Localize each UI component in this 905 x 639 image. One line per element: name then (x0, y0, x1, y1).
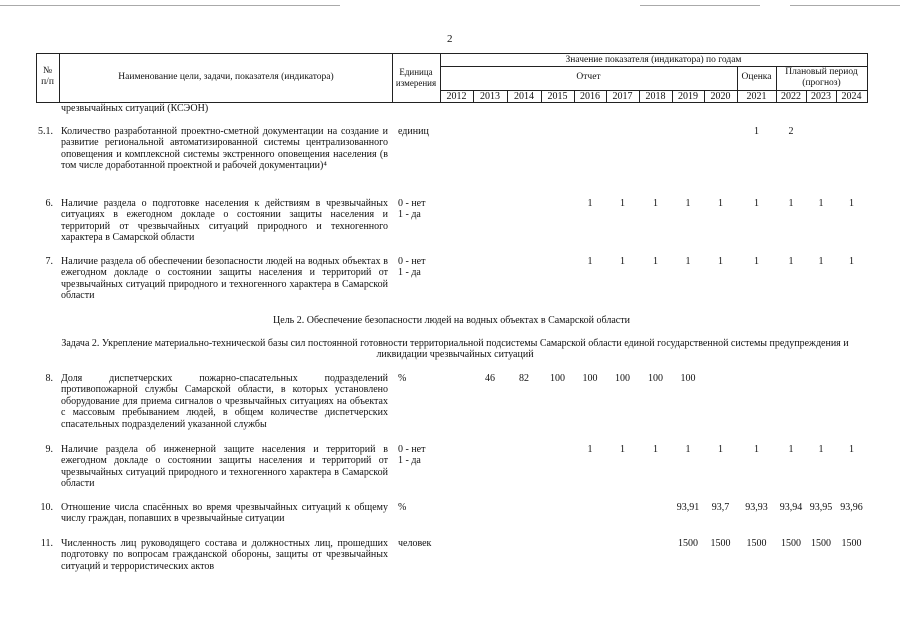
row-value-cell: 1500 (746, 538, 767, 549)
row-value-cell: 93,95 (809, 502, 833, 513)
header-year: 2023 (811, 91, 831, 102)
header-values-title: Значение показателя (индикатора) по годам (565, 55, 742, 65)
carryover-text: чрезвычайных ситуаций (КСЭОН) (61, 103, 209, 114)
row-number: 11. (40, 538, 53, 549)
row-indicator-text: Отношение числа спасённых во время чрезвычайных ситуаций к общему числу граждан, попавших в чрезвычайные ситуации (61, 502, 388, 525)
row-value-cell: 1 (620, 444, 625, 455)
header-estimate: Оценка (741, 72, 772, 82)
header-year: 2021 (746, 91, 767, 102)
row-value-cell: 93,7 (711, 502, 730, 513)
row-value-cell: 1 (620, 198, 625, 209)
row-value-cell: 1 (653, 198, 658, 209)
page-number: 2 (447, 33, 453, 45)
row-indicator-text: Доля диспетчерских пожарно-спасательных подразделений противопожарной службы Самарской области, в которых установлено оборудование для приема сигналов о чрезвычайных ситуациях на объектах с массовым пребыванием людей, в общем количестве диспетчерских спасательных подразделений указанной службы (61, 373, 388, 430)
row-number: 8. (45, 373, 53, 384)
row-indicator-text: Наличие раздела о подготовке населения к действиям в чрезвычайных ситуациях в ежегодном докладе о состоянии защиты населения и территорий от чрезвычайных ситуаций природного и техногенного характера в Самарской области (61, 198, 388, 244)
row-value-cell: 1 (818, 256, 824, 267)
header-year: 2014 (514, 91, 534, 102)
row-unit: единиц (398, 126, 429, 137)
row-value-cell: 1 (754, 256, 759, 267)
row-value-cell: 93,96 (840, 502, 863, 513)
header-year: 2024 (841, 91, 862, 102)
row-value-cell: 1 (849, 444, 854, 455)
task-heading: Задача 2. Укрепление материально-технической базы сил постоянной готовности территориальной подсистемы Самарской области единой государственной системы предупреждения и ликвидации чрезвычайных ситуаций (61, 338, 849, 361)
row-unit: человек (398, 538, 432, 549)
header-report: Отчет (576, 72, 601, 82)
row-value-cell: 1 (754, 198, 759, 209)
row-value-cell: 1 (718, 198, 723, 209)
row-value-cell: 1500 (710, 538, 731, 549)
row-number: 9. (45, 444, 53, 455)
row-value-cell: 1 (849, 256, 854, 267)
row-value-cell: 93,91 (676, 502, 700, 513)
header-plan: Плановый период (прогноз) (785, 67, 858, 88)
row-value-cell: 1 (718, 444, 723, 455)
row-indicator-text: Количество разработанной проектно-сметной документации на создание и развитие региональной автоматизированной системы централизованного оповещения и комплексной системы экстренного оповещения населения (в том числе доработанной проектной и рабочей документации)⁴ (61, 126, 388, 172)
row-value-cell: 2 (788, 126, 794, 137)
row-value-cell: 1 (653, 444, 658, 455)
row-number: 5.1. (38, 126, 53, 137)
row-value-cell: 1 (788, 444, 794, 455)
header-year: 2015 (547, 91, 568, 102)
scan-artifact (0, 5, 340, 6)
row-value-cell: 1 (587, 256, 593, 267)
row-value-cell: 100 (680, 373, 696, 384)
header-year: 2016 (580, 91, 600, 102)
row-value-cell: 1 (620, 256, 625, 267)
header-unit: Единица измерения (395, 67, 437, 88)
row-unit: 0 - нет 1 - да (398, 444, 426, 467)
row-value-cell: 1 (788, 198, 794, 209)
row-unit: % (398, 373, 407, 384)
header-year: 2020 (710, 91, 731, 102)
row-value-cell: 1500 (781, 538, 801, 549)
row-value-cell: 1 (587, 444, 593, 455)
row-value-cell: 1500 (811, 538, 831, 549)
row-value-cell: 82 (519, 373, 529, 384)
header-name: Наименование цели, задачи, показателя (индикатора) (118, 72, 334, 82)
row-indicator-text: Наличие раздела об инженерной защите населения и территорий в ежегодном докладе о состоянии защиты населения и территорий от чрезвычайных ситуаций природного и техногенного характера в Самарской области (61, 444, 388, 490)
row-number: 7. (45, 256, 53, 267)
header-num: № п/п (41, 66, 54, 87)
row-value-cell: 1 (754, 444, 759, 455)
row-value-cell: 1 (754, 126, 759, 137)
row-value-cell: 1 (685, 198, 691, 209)
row-value-cell: 100 (648, 373, 663, 384)
row-value-cell: 1 (653, 256, 658, 267)
row-value-cell: 100 (615, 373, 630, 384)
header-year: 2017 (612, 91, 633, 102)
row-value-cell: 1 (718, 256, 723, 267)
scan-artifact (640, 5, 760, 6)
row-value-cell: 93,93 (745, 502, 768, 513)
row-unit: 0 - нет 1 - да (398, 198, 426, 221)
row-number: 6. (45, 198, 53, 209)
row-value-cell: 1 (849, 198, 854, 209)
row-value-cell: 1 (788, 256, 794, 267)
row-value-cell: 1 (685, 256, 691, 267)
row-unit: 0 - нет 1 - да (398, 256, 426, 279)
row-value-cell: 100 (582, 373, 598, 384)
row-value-cell: 46 (485, 373, 495, 384)
row-value-cell: 1 (818, 444, 824, 455)
row-value-cell: 93,94 (779, 502, 803, 513)
row-unit: % (398, 502, 407, 513)
header-year: 2019 (678, 91, 698, 102)
row-value-cell: 100 (550, 373, 565, 384)
goal-heading: Цель 2. Обеспечение безопасности людей на водных объектах в Самарской области (273, 315, 630, 326)
header-year: 2013 (480, 91, 500, 102)
row-value-cell: 1500 (841, 538, 862, 549)
row-value-cell: 1 (818, 198, 824, 209)
header-year: 2018 (645, 91, 666, 102)
header-year: 2012 (446, 91, 467, 102)
row-indicator-text: Численность лиц руководящего состава и должностных лиц, прошедших подготовку по вопросам гражданской обороны, защиты от чрезвычайных ситуаций и террористических актов (61, 538, 388, 572)
row-indicator-text: Наличие раздела об обеспечении безопасности людей на водных объектах в ежегодном докладе о состоянии защиты населения и территорий от чрезвычайных ситуаций природного и техногенного характера в Самарской области (61, 256, 388, 302)
header-year: 2022 (781, 91, 801, 102)
scan-artifact (790, 5, 900, 6)
row-value-cell: 1 (685, 444, 691, 455)
row-number: 10. (40, 502, 53, 513)
row-value-cell: 1 (587, 198, 593, 209)
row-value-cell: 1500 (678, 538, 698, 549)
